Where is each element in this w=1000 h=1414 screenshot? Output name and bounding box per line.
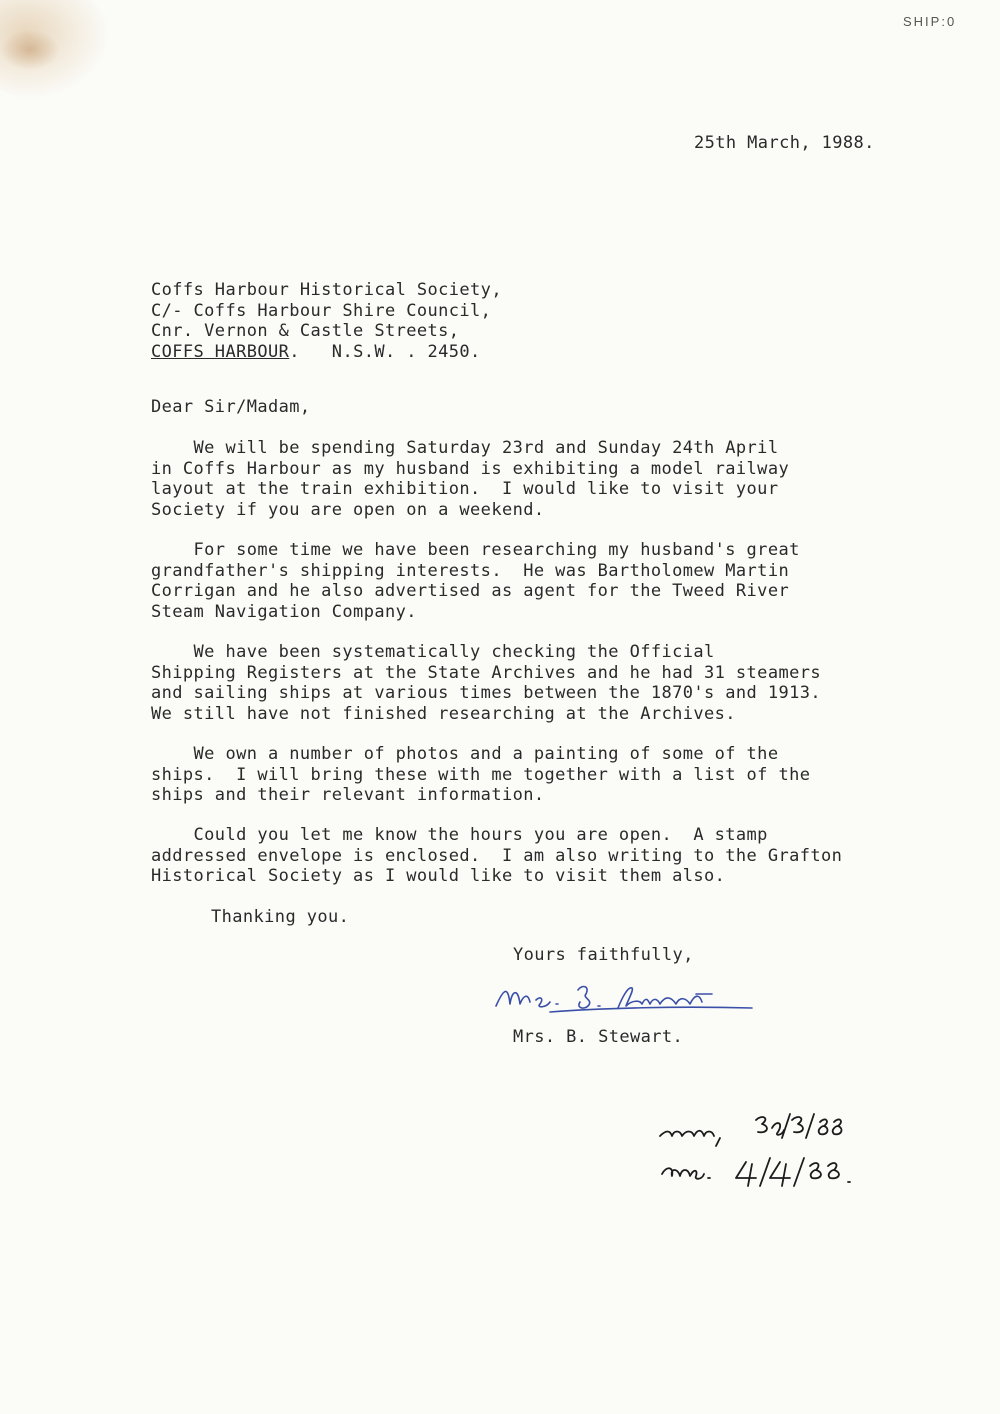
handwritten-signature <box>490 978 760 1018</box>
paper-stain-dark <box>0 30 60 70</box>
body-paragraph-4: We own a number of photos and a painting of some of the ships. I will bring these with me together with a list of the ships and their relevant information. <box>151 744 811 805</box>
closing-line: Yours faithfully, <box>513 945 694 965</box>
address-line-1: Coffs Harbour Historical Society, <box>151 280 502 300</box>
address-line-3: Cnr. Vernon & Castle Streets, <box>151 321 460 341</box>
address-line-2: C/- Coffs Harbour Shire Council, <box>151 300 492 321</box>
salutation: Dear Sir/Madam, <box>151 397 311 417</box>
thanks-line: Thanking you. <box>211 907 350 927</box>
address-line-4 <box>151 342 502 363</box>
body-paragraph-3: We have been systematically checking the Official Shipping Registers at the State Archives and he had 31 steamers and sailing ships at various times between the 1870's and 1913. We still have not finished researching at the Archives. <box>151 642 821 724</box>
typed-sender-name: Mrs. B. Stewart. <box>513 1027 684 1047</box>
body-paragraph-1: We will be spending Saturday 23rd and Sunday 24th April in Coffs Harbour as my husband is exhibiting a model railway layout at the train exhibition. I would like to visit your Society if you are open on a weekend. <box>151 438 790 520</box>
recipient-address <box>151 280 502 362</box>
body-paragraph-5: Could you let me know the hours you are open. A stamp addressed envelope is enclosed. I am also writing to the Grafton Historical Society as I would like to visit them also. <box>151 825 843 886</box>
address-city: COFFS HARBOUR <box>151 341 290 362</box>
reference-mark: SHIP:0 <box>903 14 957 29</box>
body-paragraph-2: For some time we have been researching my husband's great grandfather's shipping interests. He was Bartholomew Martin Corrigan and he also advertised as agent for the Tweed River Steam Navigation Company. <box>151 540 800 622</box>
address-state-postcode: . N.S.W. . 2450. <box>289 341 481 362</box>
handwritten-annotation <box>650 1108 880 1198</box>
letter-date: 25th March, 1988. <box>694 133 875 153</box>
